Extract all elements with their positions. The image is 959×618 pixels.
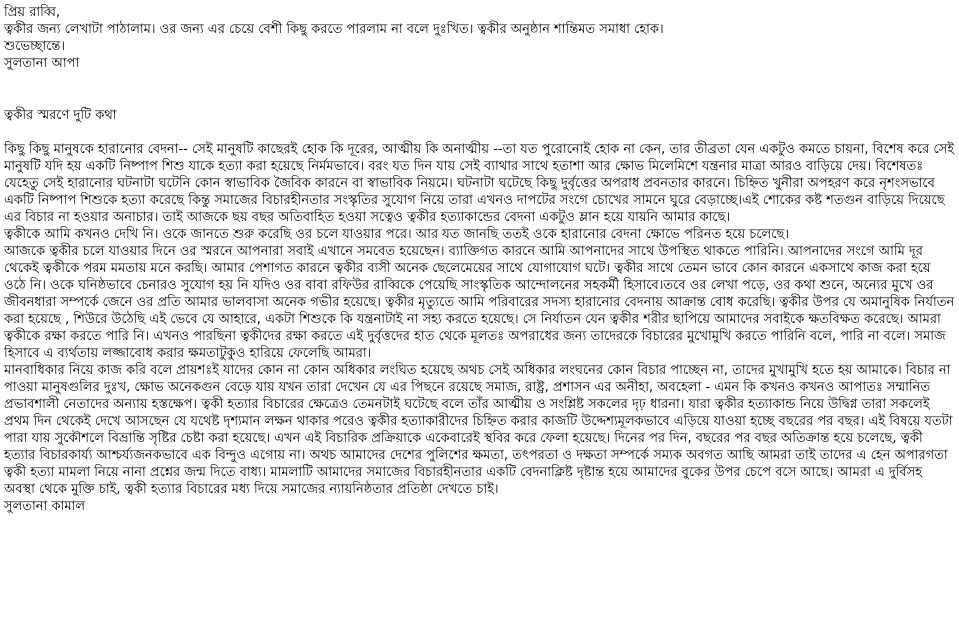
article-title: ত্বকীর স্মরণে দুটি কথা [4,108,117,123]
article-body [4,141,955,498]
paragraph: আজকে ত্বকীর চলে যাওয়ার দিনে ওর স্মরনে আপনারা সবাই এখানে সমবেত হয়েছেন। ব্যাক্তিগত কারনে আমি আপনাদের সাথে উপস্থিত থাকতে পারিনি। আপনাদের সংগে আমি দূর থেকেই ত্বকীকে পরম মমতায় মনে করছি। আমার পেশাগত কারনে ত্বকীর ব্যসী অনেক ছেলেমেয়ের সাথে যোগাযোগ ঘটে। ত্বকীর সাথে তেমন ভাবে কোন কারনে একসাথে কাজ করা হয়ে ওঠে নি। ওকে ঘনিষ্ঠভাবে চেনারও সুযোগ হয় নি যদিও ওর বাবা রফিউর রাব্বিকে পেয়েছি সাংস্কৃতিক আন্দোলনের সহকর্মী হিসাবে।তবে ওর লেখা পড়ে, ওর কথা শুনে, অন্যের মুখে ওর জীবনধারা সম্পর্কে জেনে ওর প্রতি আমার ভালবাসা অনেক গভীর হয়েছে। ত্বকীর মৃত্যুতে আমি পরিবারের সদস্য হারানোর বেদনায় আক্রান্ত বোধ করেছি। ত্বকীর উপর যে অমানুষিক নির্যাতন করা হয়েছে , শিউরে উঠেছি এই ভেবে যে আহারে, একটা শিশুকে কি যন্ত্রনাটাই না সহ্য করতে হয়েছে। সে নির্যাতন যেন ত্বকীর শরীর ছাপিয়ে আমাদের সবাইকে ক্ষতবিক্ষত করেছে। আমরা ত্বকীকে রক্ষা করতে পারি নি। এখনও পারছিনা ত্বকীদের রক্ষা করতে এই দুর্বৃত্তদের হাত থেকে মূলতঃ অপরাধের জন্য তাদেরকে বিচারের মুখোমুখি করতে পারিনি বলে, পারি না বলে। সমাজ হিসাবে এ ব্যর্থতায় লজ্জাবোধ করার ক্ষমতাটুকুও হারিয়ে ফেলেছি আমরা। [4,244,955,361]
spacer [4,124,955,141]
salutation: প্রিয় রাব্বি, [4,5,61,20]
paragraph: মানবাধিকার নিয়ে কাজ করি বলে প্রায়শঃই যাদের কোন না কোন অধিকার লংঘিত হয়েছে অথচ সেই অধিকার লংঘনের কোন বিচার পাচ্ছেন না, তাদের মুখামুখি হতে হয় আমাকে। বিচার না পাওয়া মানুষগুলির দুঃখ, ক্ষোভ অনেকগুন বেড়ে যায় যখন তারা দেখেন যে এর পিছনে রয়েছে সমাজ, রাষ্ট্র, প্রশাসন এর অনীহা, অবহেলা - এমন কি কখনও কখনও আপাতঃ সম্মানিত প্রভাবশালী নেতাদের অন্যায় হস্তক্ষেপ। ত্বকী হত্যার বিচারের ক্ষেত্রেও তেমনটাই ঘটেছে বলে তাঁর আত্মীয় ও সংশ্লিষ্ট সকলের দৃঢ় ধারনা। যারা ত্বকীর হত্যাকান্ড নিয়ে উদ্বিগ্ন তারা সকলেই প্রথম দিন থেকেই দেখে আসছেন যে যথেষ্ট দৃশ্যমান লক্ষন থাকার পরেও ত্বকীর হত্যাকারীদের চিহ্নিত করার কাজটি উদ্দেশ্যমূলকভাবে এড়িয়ে যাওয়া হচ্ছে বছরের পর বছর। এই বিষয়ে যতটা পারা যায় সুকৌশলে বিভ্রান্তি সৃষ্টির চেষ্টা করা হয়েছে। এখন এই বিচারিক প্রক্রিয়াকে একেবারেই স্থবির করে ফেলা হয়েছে। দিনের পর দিন, বছরের পর বছর অতিক্রান্ত হয়ে চলেছে, ত্বকী হত্যার বিচারকার্য্য আশ্চর্য্যজনকভাবে এক বিন্দুও এগোয় না। অথচ আমাদের দেশের পুলিশের ক্ষমতা, তৎপরতা ও দক্ষতা সম্পর্কে সম্যক অবগত আছি আমরা তাই তাদের এ হেন অপারগতা ত্বকী হত্যা মামলা নিয়ে নানা প্রশ্নের জন্ম দিতে বাধ্য। মামলাটি আমাদের সমাজের বিচারহীনতার একটি বেদনাক্লিষ্ট দৃষ্টান্ত হয়ে আমাদের বুকের উপর চেপে বসে আছে। আমরা এ দুর্বিসহ অবস্থা থেকে মুক্তি চাই, ত্বকী হত্যার বিচারের মধ্য দিয়ে সমাজের ন্যায়নিষ্ঠতার প্রতিষ্ঠা দেখতে চাই। [4,363,953,497]
note-sender: সুলতানা আপা [4,56,80,71]
paragraph: কিছু কিছু মানুষকে হারানোর বেদনা-- সেই মানুষটি কাছেরই হোক কি দূরের, আত্মীয় কি অনাত্মীয় --তা যত পুরোনোই হোক না কেন, তার তীব্রতা যেন একটুও কমতে চায়না, বিশেষ করে সেই মানুষটি যদি হয় একটি নিষ্পাপ শিশু যাকে হত্যা করা হয়েছে নির্মমভাবে। বরং যত দিন যায় সেই ব্যাথার সাথে হতাশা আর ক্ষোভ মিলেমিশে যন্ত্রনার মাত্রা আরও বাড়িয়ে দেয়। বিশেষতঃ যেহেতু সেই হারানোর ঘটনাটা ঘটেনি কোন স্বাভাবিক জৈবিক কারনে বা স্বাভাবিক নিয়মে। ঘটনাটা ঘটেছে কিছু দুর্বৃত্তের অপরাধ প্রবনতার কারনে। চিহ্নিত খুনীরা অপহরণ করে নৃশংসভাবে একটি নিষ্পাপ শিশুকে হত্যা করেছে কিন্তু সমাজের বিচারহীনতার সংস্কৃতির সুযোগ নিয়ে তারা এখনও দাপটের সংগে চোখের সামনে ঘুরে বেড়াচ্ছে।এই শোকের কষ্ট শতগুন বাড়িয়ে দিয়েছে এর বিচার না হওয়ার অনাচার। তাই আজকে ছয় বছর অতিবাহিত হওয়া সত্বেও ত্বকীর হত্যাকান্ডের বেদনা একটুও ম্লান হয়ে যায়নি আমার কাছে। [4,142,955,225]
note-line-2: শুভেচ্ছান্তে। [4,39,66,54]
spacer [4,72,955,107]
signature: সুলতানা কামাল [4,499,85,514]
note-line-1: ত্বকীর জন্য লেখাটা পাঠালাম। ওর জন্য এর চেয়ে বেশী কিছু করতে পারলাম না বলে দুঃখিত। ত্বকীর অনুষ্ঠান শান্তিমত সমাধা হোক। [4,22,664,37]
paragraph: ত্বকীকে আমি কখনও দেখি নি। ওকে জানতে শুরু করেছি ওর চলে যাওয়ার পরে। আর যত জানছি ততই ওকে হারানোর বেদনা ক্ষোভে পরিনত হয়ে চলেছে। [4,227,789,242]
cover-note [4,4,955,72]
